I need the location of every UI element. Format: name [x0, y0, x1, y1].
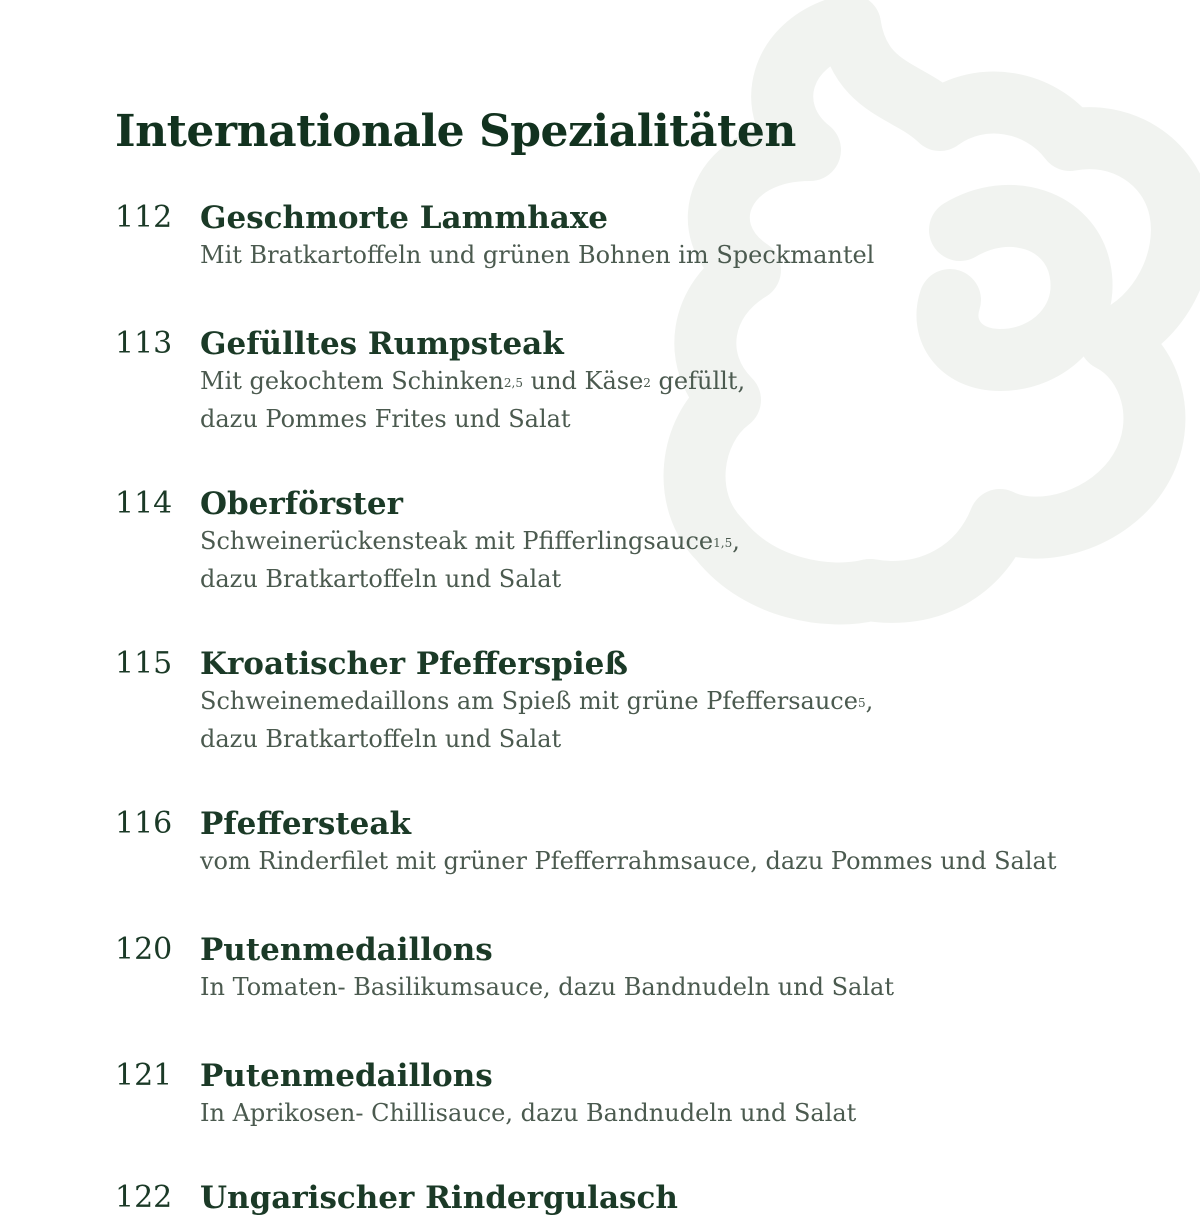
item-name: Oberförster	[200, 486, 403, 522]
item-number: 122	[115, 1180, 173, 1215]
item-description-line: dazu Bratkartoffeln und Salat	[200, 565, 562, 593]
desc-text: und Käse	[522, 367, 644, 395]
item-description-line: In Tomaten- Basilikumsauce, dazu Bandnudeln und Salat	[200, 973, 894, 1001]
item-description-line	[200, 362, 745, 400]
allergen-marker: 2	[643, 376, 651, 390]
item-description	[200, 522, 740, 598]
item-name: Putenmedaillons	[200, 932, 493, 968]
item-description-line: dazu Bratkartoffeln und Salat	[200, 725, 562, 753]
item-description-line: Mit Bratkartoffeln und grünen Bohnen im Speckmantel	[200, 241, 875, 269]
allergen-marker: 1,5	[713, 536, 733, 550]
item-name: Gefülltes Rumpsteak	[200, 326, 564, 362]
desc-text: Mit gekochtem Schinken	[200, 367, 504, 395]
item-description-line	[200, 522, 740, 560]
desc-text: ,	[732, 527, 740, 555]
item-description	[200, 842, 1056, 880]
item-description	[200, 362, 745, 438]
desc-text: Schweinemedaillons am Spieß mit grüne Pfeffersauce	[200, 687, 858, 715]
allergen-marker: 5	[857, 696, 866, 710]
item-name: Kroatischer Pfefferspieß	[200, 646, 628, 682]
item-number: 113	[115, 326, 173, 361]
item-description-line: dazu Pommes Frites und Salat	[200, 405, 571, 433]
item-number: 116	[115, 806, 173, 841]
item-number: 121	[115, 1058, 173, 1093]
desc-text: Schweinerückensteak mit Pfifferlingsauce	[200, 527, 714, 555]
item-name: Putenmedaillons	[200, 1058, 493, 1094]
desc-text: ,	[865, 687, 874, 715]
item-name: Ungarischer Rindergulasch	[200, 1180, 678, 1216]
item-description-line: vom Rinderfilet mit grüner Pfefferrahmsauce, dazu Pommes und Salat	[200, 847, 1057, 875]
item-description	[200, 968, 894, 1006]
allergen-marker: 2,5	[503, 376, 523, 390]
item-description-line	[200, 682, 873, 720]
desc-text: gefüllt,	[650, 367, 746, 395]
item-description	[200, 682, 873, 758]
page-title: Internationale Spezialitäten	[115, 106, 796, 157]
item-description-line: In Aprikosen- Chillisauce, dazu Bandnudeln und Salat	[200, 1099, 857, 1127]
item-number: 112	[115, 200, 173, 235]
item-number: 120	[115, 932, 173, 967]
item-description	[200, 236, 874, 274]
item-name: Geschmorte Lammhaxe	[200, 200, 609, 236]
item-number: 115	[115, 646, 173, 681]
item-name: Pfeffersteak	[200, 806, 411, 842]
item-number: 114	[115, 486, 173, 521]
item-description	[200, 1094, 856, 1132]
